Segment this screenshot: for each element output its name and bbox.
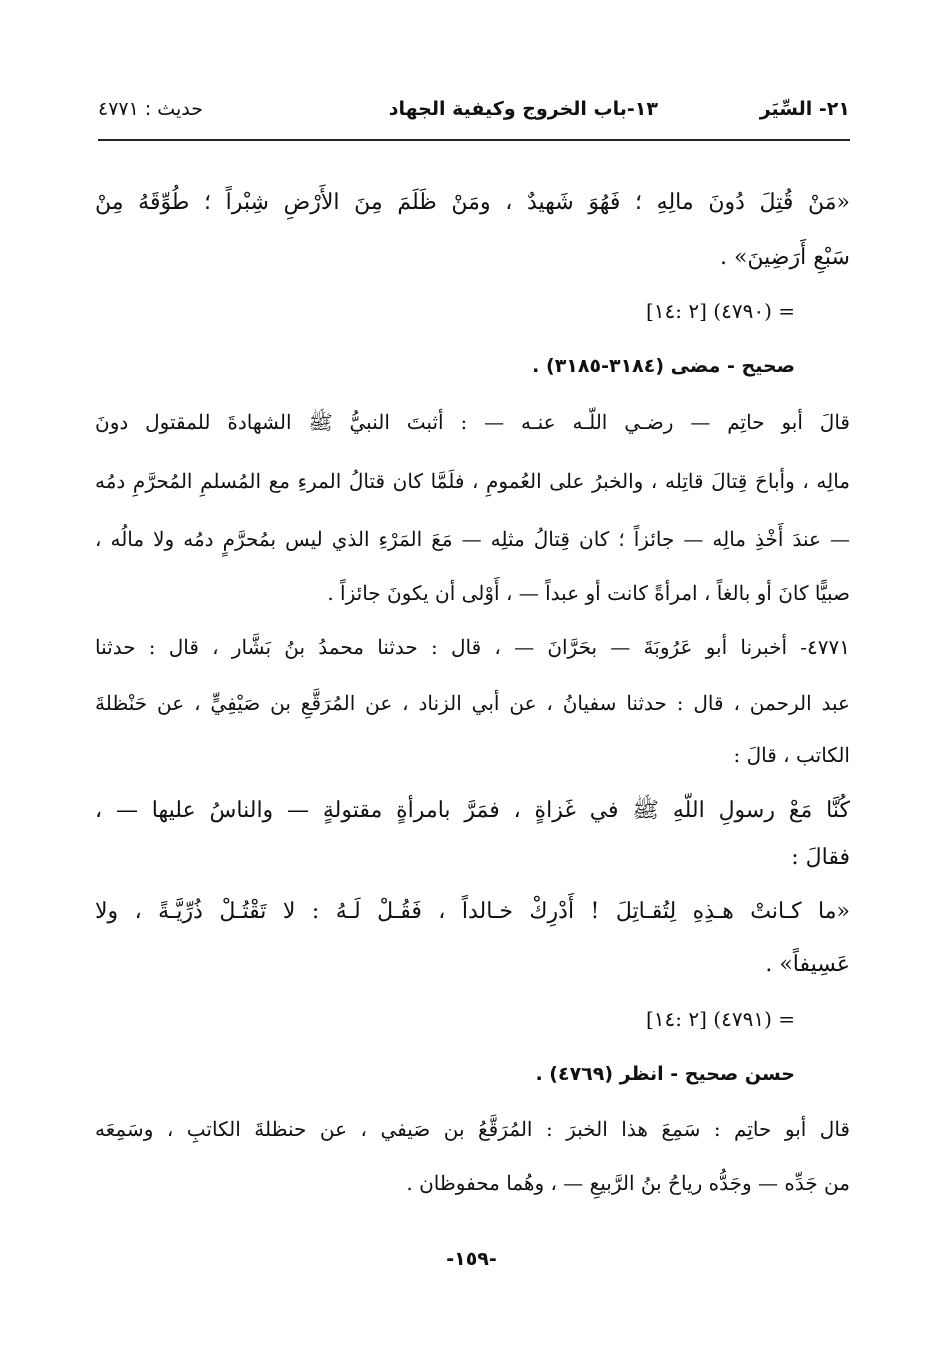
chapter-title: ١٣-باب الخروج وكيفية الجهاد	[388, 98, 658, 120]
text-line: مالِه ، وأباحَ قِتالَ قاتِله ، والخبرُ على العُمومِ ، فلَمَّا كان قتالُ المرءِ مع المُسلمِ المُحرَّمِ دمُه	[95, 469, 850, 493]
text-line: — عندَ أَخْذِ مالِه — جائزاً ؛ كان قِتالُ مثلِه — مَعَ المَرْءِ الذي ليس بمُحرَّمٍ دمُه ولا مالُه ،	[95, 527, 850, 551]
book-title: ٢١- السِّيَر	[759, 98, 850, 120]
text-line: عبد الرحمن ، قال : حدثنا سفيانُ ، عن أبي الزناد ، عن المُرَقَّعِ بن صَيْفِيٍّ ، عن حَنْظلةَ	[95, 691, 850, 715]
text-line: قالَ أبو حاتِم — رضـي اللّـه عنـه — : أثبتَ النبيُّ ﷺ الشهادةَ للمقتول دونَ	[95, 410, 850, 434]
takhrij-reference: = (٤٧٩٠) [٢ :١٤]	[645, 299, 795, 323]
text-line: «ما كـانتْ هـذِهِ لِتُقـاتِلَ ! أَدْرِكْ خـالداً ، فَقُـلْ لَـهُ : لا تَقْتُـلْ ذُرِّيَّـةً ، ولا	[95, 899, 850, 924]
grading-line: حسن صحيح - انظر (٤٧٦٩) .	[535, 1063, 795, 1085]
hadith-reference: حديث : ٤٧٧١	[98, 98, 203, 120]
page-number: -١٥٩-	[446, 1248, 497, 1270]
text-line: كُنَّا مَعْ رسولِ اللّهِ ﷺ في غَزاةٍ ، فمَرَّ بامرأةٍ مقتولةٍ — والناسُ عليها — ،	[95, 798, 850, 823]
takhrij-reference: = (٤٧٩١) [٢ :١٤]	[645, 1007, 795, 1031]
text-line: سَبْعِ أَرَضِينَ» .	[719, 245, 850, 270]
hadith-number-line: ٤٧٧١- أخبرنا أبو عَرُوبَةَ — بحَرَّانَ — ، قال : حدثنا محمدُ بنُ بَشَّار ، قال : حدثنا	[95, 635, 850, 659]
text-line: من جَدِّه — وجَدُّه رياحُ بنُ الرَّبيعِ — ، وهُما محفوظان .	[406, 1171, 850, 1195]
text-line: «مَنْ قُتِلَ دُونَ مالِهِ ؛ فَهُوَ شَهيدٌ ، ومَنْ ظَلَمَ مِنَ الأَرْضِ شِبْراً ؛ طُوِّقَهُ مِنْ	[95, 190, 850, 215]
text-line: قال أبو حاتِم : سَمِعَ هذا الخبرَ : المُرَقَّعُ بن صَيفي ، عن حنظلةَ الكاتبِ ، وسَمِعَه	[95, 1117, 850, 1141]
text-line: فقالَ :	[791, 845, 850, 870]
text-line: صبيًّا كانَ أو بالغاً ، امرأةً كانت أو عبداً — ، أَوْلى أن يكونَ جائزاً .	[327, 581, 850, 605]
text-line: عَسِيفاً» .	[765, 952, 850, 977]
header-divider	[98, 139, 850, 141]
text-line: الكاتب ، قالَ :	[733, 743, 850, 767]
running-header	[98, 92, 850, 132]
grading-line: صحيح - مضى (٣١٨٤-٣١٨٥) .	[532, 355, 795, 377]
